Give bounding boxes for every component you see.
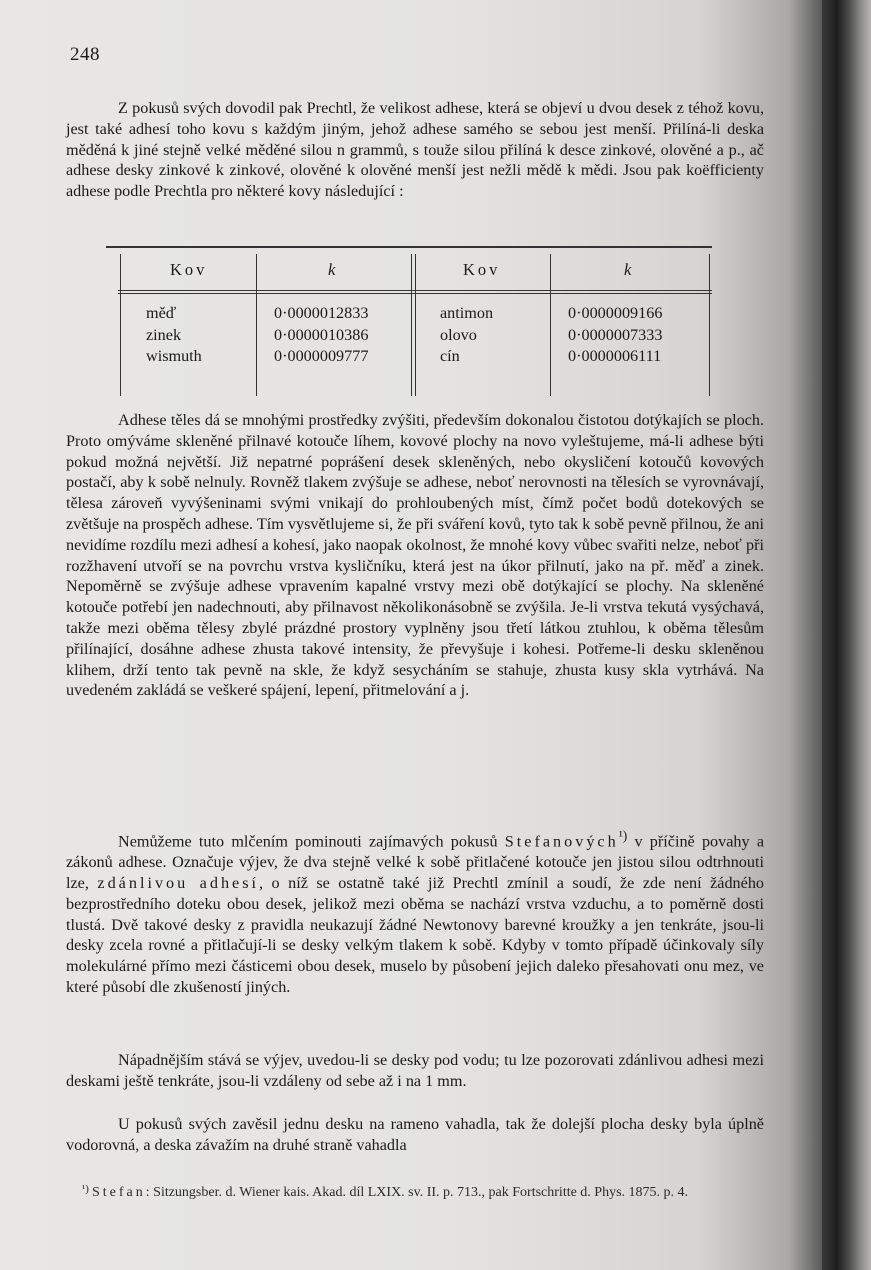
table-cell-metal: antimon [440, 304, 494, 322]
apparent-adhesion-term: zdánlivou adhesí [97, 873, 260, 892]
footnote-ref: ¹) [618, 828, 628, 843]
table-vrule [256, 254, 257, 396]
table-top-rule [106, 246, 712, 248]
paragraph-adhesion-increase: Adhese těles dá se mnohými prostředky zvýšiti, především dokonalou čistotou dotýkajích se ploch. Proto omýváme skleněné přilnavé kotouče líhem, kovové plochy na novo vyleštujeme, má-li adhese býti pokud možná největší. Již nepatrné poprášení desek skleněných, nebo okysličení kotoučů kovových postačí, aby k sobě nelnuly. Rovněž tlakem zvýšuje se adhese, neboť nerovnosti na tělesích se vyrovnávají, tělesa zároveň vyvýšeninami svými vnikají do prohloubených míst, čímž počet bodů dotekových se zvětšuje na prospěch adhese. Tím vysvětlujeme si, že při sváření kovů, tyto tak k sobě pevně přilnou, že ani nevidíme rozdílu mezi adhesí a kohesí, jako naopak okolnost, že mnohé kovy vůbec svařiti nelze, neboť při rozžhavení utvoří se na povrchu vrstva kysličníku, která jest na úkor přilnutí, jako na př. měď a zinek. Nepoměrně se zvýšuje adhese vpravením kapalné vrstvy mezi obě dotýkající se plochy. Na skleněné kotouče potřebí jen nadechnouti, aby přilnavost několikonásobně se zvýšila. Je-li vrstva tekutá vysýchavá, takže mezi oběma tělesy zbylé prázdné prostory vyplněny jsou třetí látkou ztuhlou, k oběma tělesům přilínající, dosáhne adhese zhusta takové intensity, že převyšuje i kohesi. Potřeme-li desku skleněnou klihem, drží tento tak pevně na skle, že když sesycháním se stahuje, zhusta kusy skla vytrhává. Na uvedeném zakládá se veškeré spájení, lepení, přitmelování a j. [66, 411, 764, 700]
stefan-name: Stefanových [504, 832, 619, 851]
table-cell-coefficient: 0·0000009777 [274, 347, 369, 365]
table-header-kov: Kov [463, 260, 501, 279]
table-cell-metal: měď [146, 304, 177, 322]
table-cell-coefficient: 0·0000009166 [568, 304, 663, 322]
table-cell-metal: zinek [146, 326, 182, 344]
paragraph-balance-experiment: U pokusů svých zavěsil jednu desku na rameno vahadla, tak že dolejší plocha desky byla úplně vodorovná, a deska závažím na druhé straně vahadla [66, 1115, 764, 1154]
stefan-text-a: Nemůžeme tuto mlčením pominouti zajímavých pokusů [118, 832, 498, 851]
table-cell-metal: wismuth [146, 347, 202, 365]
table-cell-metal: olovo [440, 326, 477, 344]
table-vrule [550, 254, 551, 396]
table-cell-coefficient: 0·0000010386 [274, 326, 369, 344]
page-number: 248 [70, 44, 100, 65]
footnote-author: Stefan [92, 1185, 146, 1200]
stefan-text-b: v příčině povahy a zákonů adhese. Označuje výjev, že dva stejně velké k sobě přitlačené kotouče jen jistou silou odtrhnouti lze, [66, 832, 764, 892]
footnote-mark: ¹) [82, 1183, 89, 1195]
table-vrule [411, 254, 412, 396]
table-vrule [415, 254, 416, 396]
footnote-text: : Sitzungsber. d. Wiener kais. Akad. díl LXIX. sv. II. p. 713., pak Fortschritte d. Phys. 1875. p. 4. [145, 1185, 689, 1200]
table-cell-coefficient: 0·0000012833 [274, 304, 369, 322]
table-header-k: k [624, 260, 632, 279]
table-cell-coefficient: 0·0000006111 [568, 347, 662, 365]
paragraph-underwater: Nápadnějším stává se výjev, uvedou-li se desky pod vodu; tu lze pozorovati zdánlivou adhesi mezi deskami ještě tenkráte, jsou-li vzdáleny od sebe až i na 1 mm. [66, 1051, 764, 1090]
table-cell-coefficient: 0·0000007333 [568, 326, 663, 344]
table-vrule [709, 254, 710, 396]
paragraph-stefan [66, 826, 764, 998]
paragraph-prechtl: Z pokusů svých dovodil pak Prechtl, že velikost adhese, která se objeví u dvou desek z téhož kovu, jest také adhesí toho kovu s každým jiným, jehož adhese samého se sebou jest menší. Přilíná-li deska měděná k jiné stejně velké měděné silou n grammů, s touže silou přilíná k desce zinkové, olověné a p., ač adhese desky zinkové k zinkové, olověné k olověné menší jest nežli mědě k mědi. Jsou pak koëfficienty adhese podle Prechtla pro některé kovy následující : [66, 99, 764, 201]
footnote [82, 1183, 772, 1201]
book-spine-edge [822, 0, 871, 1270]
stefan-text-c: , o níž se ostatně také již Prechtl zmínil a soudí, že zde není žádného bezprostředního doteku obou desek, jelikož mezi oběma se nachází vrstva vzduchu, a to poměrně dosti tlustá. Dvě takové desky z pravidla neukazují žádné Newtonovy barevné kroužky a jen tenkráte, jsou-li desky zcela rovné a přitlačují-li se desky velkým tlakem k sobě. Kdyby v tomto případě účinkovaly síly molekulárné přímo mezi částicemi obou desek, muselo by působení jejich daleko přesahovati onu mez, ve které působí dle zkušeností jiných. [66, 873, 765, 996]
table-vrule [120, 254, 121, 396]
adhesion-coefficient-table [106, 246, 712, 396]
table-header-kov: Kov [170, 260, 208, 279]
table-header-k: k [328, 260, 336, 279]
table-cell-metal: cín [440, 347, 460, 365]
